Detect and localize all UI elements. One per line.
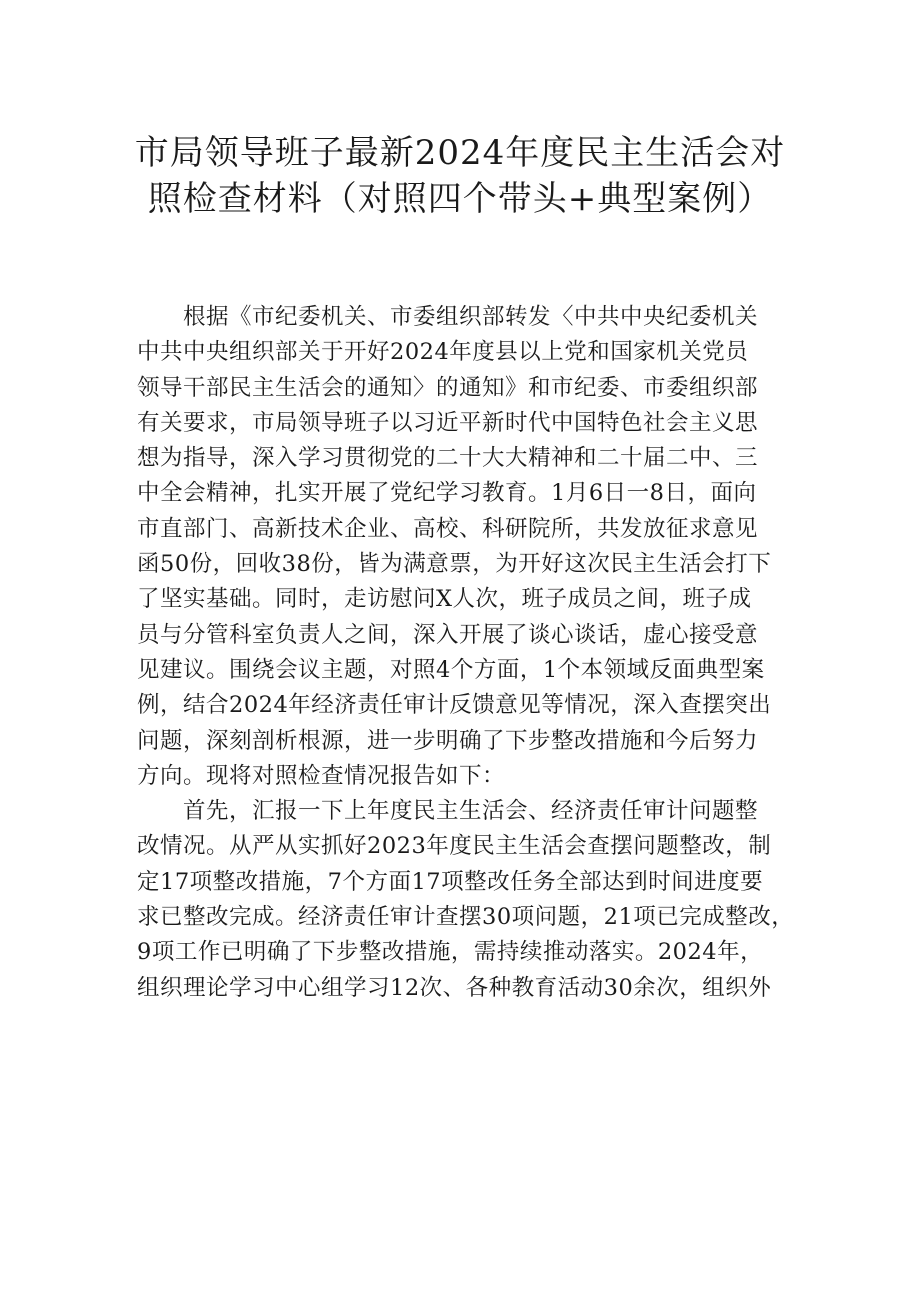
text-line: 想为指导，深入学习贯彻党的二十大大精神和二十届二中、三 <box>137 445 759 472</box>
text-line: 员与分管科室负责人之间，深入开展了谈心谈话，虚心接受意 <box>137 621 759 648</box>
text-line: 函50份，回收38份，皆为满意票，为开好这次民主生活会打下 <box>137 551 772 578</box>
text-line: 改情况。从严从实抓好2023年度民主生活会查摆问题整改，制 <box>137 833 772 860</box>
text-line: 市直部门、高新技术企业、高校、科研院所，共发放征求意见 <box>137 515 759 542</box>
document-body <box>137 300 800 1006</box>
text-line: 根据《市纪委机关、市委组织部转发〈中共中央纪委机关 <box>183 304 759 330</box>
text-line: 首先，汇报一下上年度民主生活会、经济责任审计问题整 <box>183 798 759 825</box>
text-line: 方向。现将对照检查情况报告如下： <box>137 762 506 789</box>
text-line: 领导干部民主生活会的通知〉的通知》和市纪委、市委组织部 <box>137 374 759 401</box>
text-line: 例，结合2024年经济责任审计反馈意见等情况，深入查摆突出 <box>137 692 772 719</box>
text-line: 了坚实基础。同时，走访慰问X人次，班子成员之间，班子成 <box>137 586 752 613</box>
text-line: 9项工作已明确了下步整改措施，需持续推动落实。2024年， <box>137 939 764 966</box>
title-line: 市局领导班子最新2024年度民主生活会对 <box>134 133 786 173</box>
text-line: 问题，深刻剖析根源，进一步明确了下步整改措施和今后努力 <box>137 727 759 754</box>
paragraph-1 <box>137 300 800 794</box>
text-line: 求已整改完成。经济责任审计查摆30项问题，21项已完成整改， <box>137 904 795 931</box>
document-title <box>100 130 820 222</box>
text-line: 组织理论学习中心组学习12次、各种教育活动30余次，组织外 <box>137 974 772 1001</box>
text-line: 定17项整改措施，7个方面17项整改任务全部达到时间进度要 <box>137 868 764 895</box>
title-line: 照检查材料（对照四个带头+典型案例） <box>147 179 773 219</box>
paragraph-2 <box>137 794 800 1006</box>
text-line: 中共中央组织部关于开好2024年度县以上党和国家机关党员 <box>137 339 749 366</box>
text-line: 中全会精神，扎实开展了党纪学习教育。1月6日一8日，面向 <box>137 480 757 507</box>
text-line: 有关要求，市局领导班子以习近平新时代中国特色社会主义思 <box>137 409 759 436</box>
text-line: 见建议。围绕会议主题，对照4个方面，1个本领域反面典型案 <box>137 656 765 683</box>
